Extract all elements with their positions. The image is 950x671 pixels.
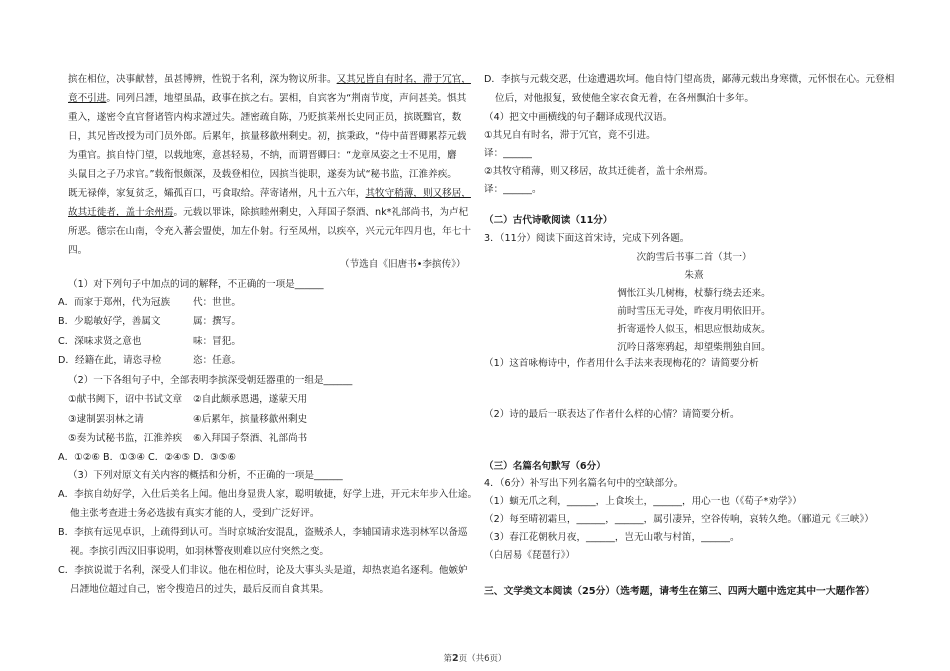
question-3-stem: （3）下列对原文有关内容的概括和分析，不正确的一项是______: [68, 470, 343, 481]
passage-line: [68, 92, 466, 105]
q2-item: ④后累年，摈量移歙州剩史: [193, 414, 308, 425]
q3-option-a-cont: 他主张考查进士务必选拔有真实才能的人，受到广泛好评。: [70, 508, 320, 519]
passage-text: 四。: [68, 245, 88, 256]
poem-line: 折寄遥怜人似玉，相思应恨劫成灰。: [617, 324, 771, 335]
question-1-stem: （1）对下列句子中加点的词的解释，不正确的一项是______: [68, 279, 324, 290]
fill-blank-3: （3）春江花朝秋月夜，______，岂无山歌与村笛，______。: [484, 532, 740, 543]
q1-option-c-gloss: 味：冒犯。: [193, 336, 241, 347]
q3-option-c: C．李摈说谎于名利，深受人们非议。他在相位时，论及大事头头是道，却热衷追名逐利。他嫉妒: [58, 565, 468, 576]
passage-text: 为重官。摈自恃门望，以载地寒，意甚轻易，不纳，而谓晋卿曰：“龙章凤姿之士不见用，麏: [68, 150, 457, 161]
passage-text: 既无禄俸，家复贫乏，孀孤百口，丐食取给。萍寄诸州，凡十五六年，: [68, 188, 366, 199]
q1-option-d-gloss: 恣：任意。: [193, 355, 241, 366]
passage-line: [68, 187, 471, 200]
q3-option-b: B．李摈有远见卓识，上疏得到认可。当时京城治安混乱，盗贼杀人，李辅国请求选羽林军以备巡: [58, 527, 468, 538]
underlined-sentence: 其牧守稍薄，则又移居，: [365, 188, 471, 199]
page-total: 6: [484, 654, 490, 664]
poem-line: 惆怅江头几树梅，杖藜行绕去还来。: [617, 288, 771, 299]
q3-option-c-cont: 吕諲地位超过自己，密令搜造吕的过失，最后反而自食其果。: [70, 584, 330, 595]
poem-author: 朱熹: [684, 270, 704, 281]
fill-blank-1: （1）螾无爪之利，______，上食埃土，______，用心一也（《荀子*劝学》）: [484, 496, 802, 507]
q4-sentence-2: ②其牧守稍薄，则又移居，故其迁徙者，盖十余州焉。: [484, 166, 714, 177]
passage-line: [68, 168, 457, 181]
q1-option-b-gloss: 属：撰写。: [193, 316, 241, 327]
q1-option-d: D．经籍在此，请恣寻检: [58, 355, 162, 366]
q1-option-c: C．深味求贤之意也: [58, 336, 142, 347]
passage-line: [68, 206, 468, 219]
passage-text: 所恶。德宗在山南，令充入蕃会盟使，加左仆射。行至凤州，以疾卒，兴元元年四月也，年七十: [68, 226, 471, 237]
page-number: 2: [451, 653, 459, 664]
poem-line: 沉吟日落寒鸦起，却望柴荆独自回。: [617, 342, 771, 353]
poem-line: 前时雪压无寻处，昨夜月明依旧开。: [617, 306, 771, 317]
q1-option-a-gloss: 代：世世。: [193, 297, 241, 308]
q2-answer-choices: A．①②⑥ B．①③④ C．②④⑤ D．③⑤⑥: [58, 452, 236, 463]
q2-item: ①献书阙下，诏中书试文章: [68, 394, 183, 405]
q2-item: ⑤奏为试秘书监，江淮养疾: [68, 433, 183, 444]
section-recitation-title: （三）名篇名句默写（6分）: [484, 461, 606, 472]
fill-blank-3-source: （白居易《琵琶行》）: [484, 550, 576, 561]
source-citation: （节选自《旧唐书•李摈传》）: [340, 259, 466, 270]
footer-prefix: 第: [443, 654, 452, 664]
q1-option-a: A．而家于郑州，代为冠族: [58, 297, 171, 308]
underlined-sentence: 竟不引进: [68, 93, 107, 104]
footer-suffix: 页）: [489, 654, 507, 664]
passage-line: [68, 244, 87, 257]
q1-option-b: B．少聪敏好学，善属文: [58, 316, 161, 327]
question-2-stem: （2）一下各组句子中，全部表明李摈深受朝廷器重的一组是______: [68, 375, 353, 386]
section-literary-title: 三、文学类文本阅读（25分）（选考题，请考生在第三、四两大题中选定其中一大题作答）: [484, 586, 875, 597]
passage-line: [68, 149, 457, 162]
q4-translation-2: 译：______。: [484, 184, 542, 195]
q4-translation-1: 译：______: [484, 148, 532, 159]
question-4-intro: 4．（6分）补写出下列名篇名句中的空缺部分。: [484, 478, 684, 489]
passage-line: [68, 225, 471, 238]
passage-text: 。同列吕諲，地望虽晶，政事在摈之右。罢相，自宾客为“荆南节度，声问甚美。惧其: [106, 93, 467, 104]
question-3-intro: 3．（11分）阅读下面这首宋诗，完成下列各题。: [484, 233, 690, 244]
passage-line: [68, 73, 471, 86]
passage-text: 头鼠目之子乃求官。”载衔恨颇深，及载登相位，因摈当徙职，遂奏为试“秘书监，江淮养疾。: [68, 169, 457, 180]
passage-text: 日，其兄皆改授为司门员外郎。后累年，摈量移歙州剩史。初，摈秉政，“侍中苗晋卿累荐元载: [68, 131, 467, 142]
q2-item: ⑥入拜国子祭酒、礼部尚书: [193, 433, 308, 444]
passage-text: 。元载以罪诛，除摈睦州剩史，入拜国子祭酒、nk*礼部尚书，为卢杞: [173, 207, 469, 218]
q4-sentence-1: ①其兄自有时名，滞于冗官，竟不引进。: [484, 130, 656, 141]
q3-option-d-cont: 位后，对他报复，致使他全家衣食无着，在各州飘泊十多年。: [495, 93, 755, 104]
underlined-sentence: 又其兄皆自有时名，滞于冗官，: [336, 74, 471, 85]
q2-item: ③逮制罢羽林之请: [68, 414, 144, 425]
passage-line: [68, 130, 466, 143]
passage-text: 摈在相位，决事献替，虽甚博辨，性锐于名利，深为物议所非。: [68, 74, 337, 85]
passage-line: [68, 111, 461, 124]
q3-option-a: A．李摈自幼好学，入仕后美名上闻。他出身显贵人家，聪明敏捷，好学上进，开元末年步入仕途。: [58, 489, 478, 500]
q3-option-b-cont: 视。李摈引西汉旧事说明，如羽林警夜则难以应付突然之变。: [70, 546, 330, 557]
poem-title: 次韵雪后书事二首（其一）: [636, 252, 752, 263]
poem-question-2: （2）诗的最后一联表达了作者什么样的心情？请简要分析。: [484, 409, 740, 420]
fill-blank-2: （2）每至晴初霜旦，______，______，属引凄异，空谷传响，哀转久绝。（郦道元《三峡》）: [484, 514, 874, 525]
q2-item: ②自此颇承恩遇，遂蒙天用: [193, 394, 308, 405]
section-poetry-title: （二）古代诗歌阅读（11分）: [484, 215, 613, 226]
footer-middle: 页（共: [458, 654, 485, 664]
passage-text: 重入，遂密令直官督诸管内构求諲过失。諲密疏自陈，乃贬摈莱州长史同正员，摈既黜官，数: [68, 112, 462, 123]
q3-option-d: D．李摈与元载交恶，仕途遭遇坎坷。他自恃门望高贵，鄙薄元载出身寒微，元怀恨在心。元登相: [484, 74, 895, 85]
underlined-sentence: 故其迁徙者，盖十余州焉: [68, 207, 174, 218]
page-footer: [0, 652, 950, 664]
question-4-stem: （4）把文中画横线的句子翻译成现代汉语。: [484, 112, 673, 123]
poem-question-1: （1）这首咏梅诗中，作者用什么手法来表现梅花的？请简要分析: [484, 358, 759, 369]
